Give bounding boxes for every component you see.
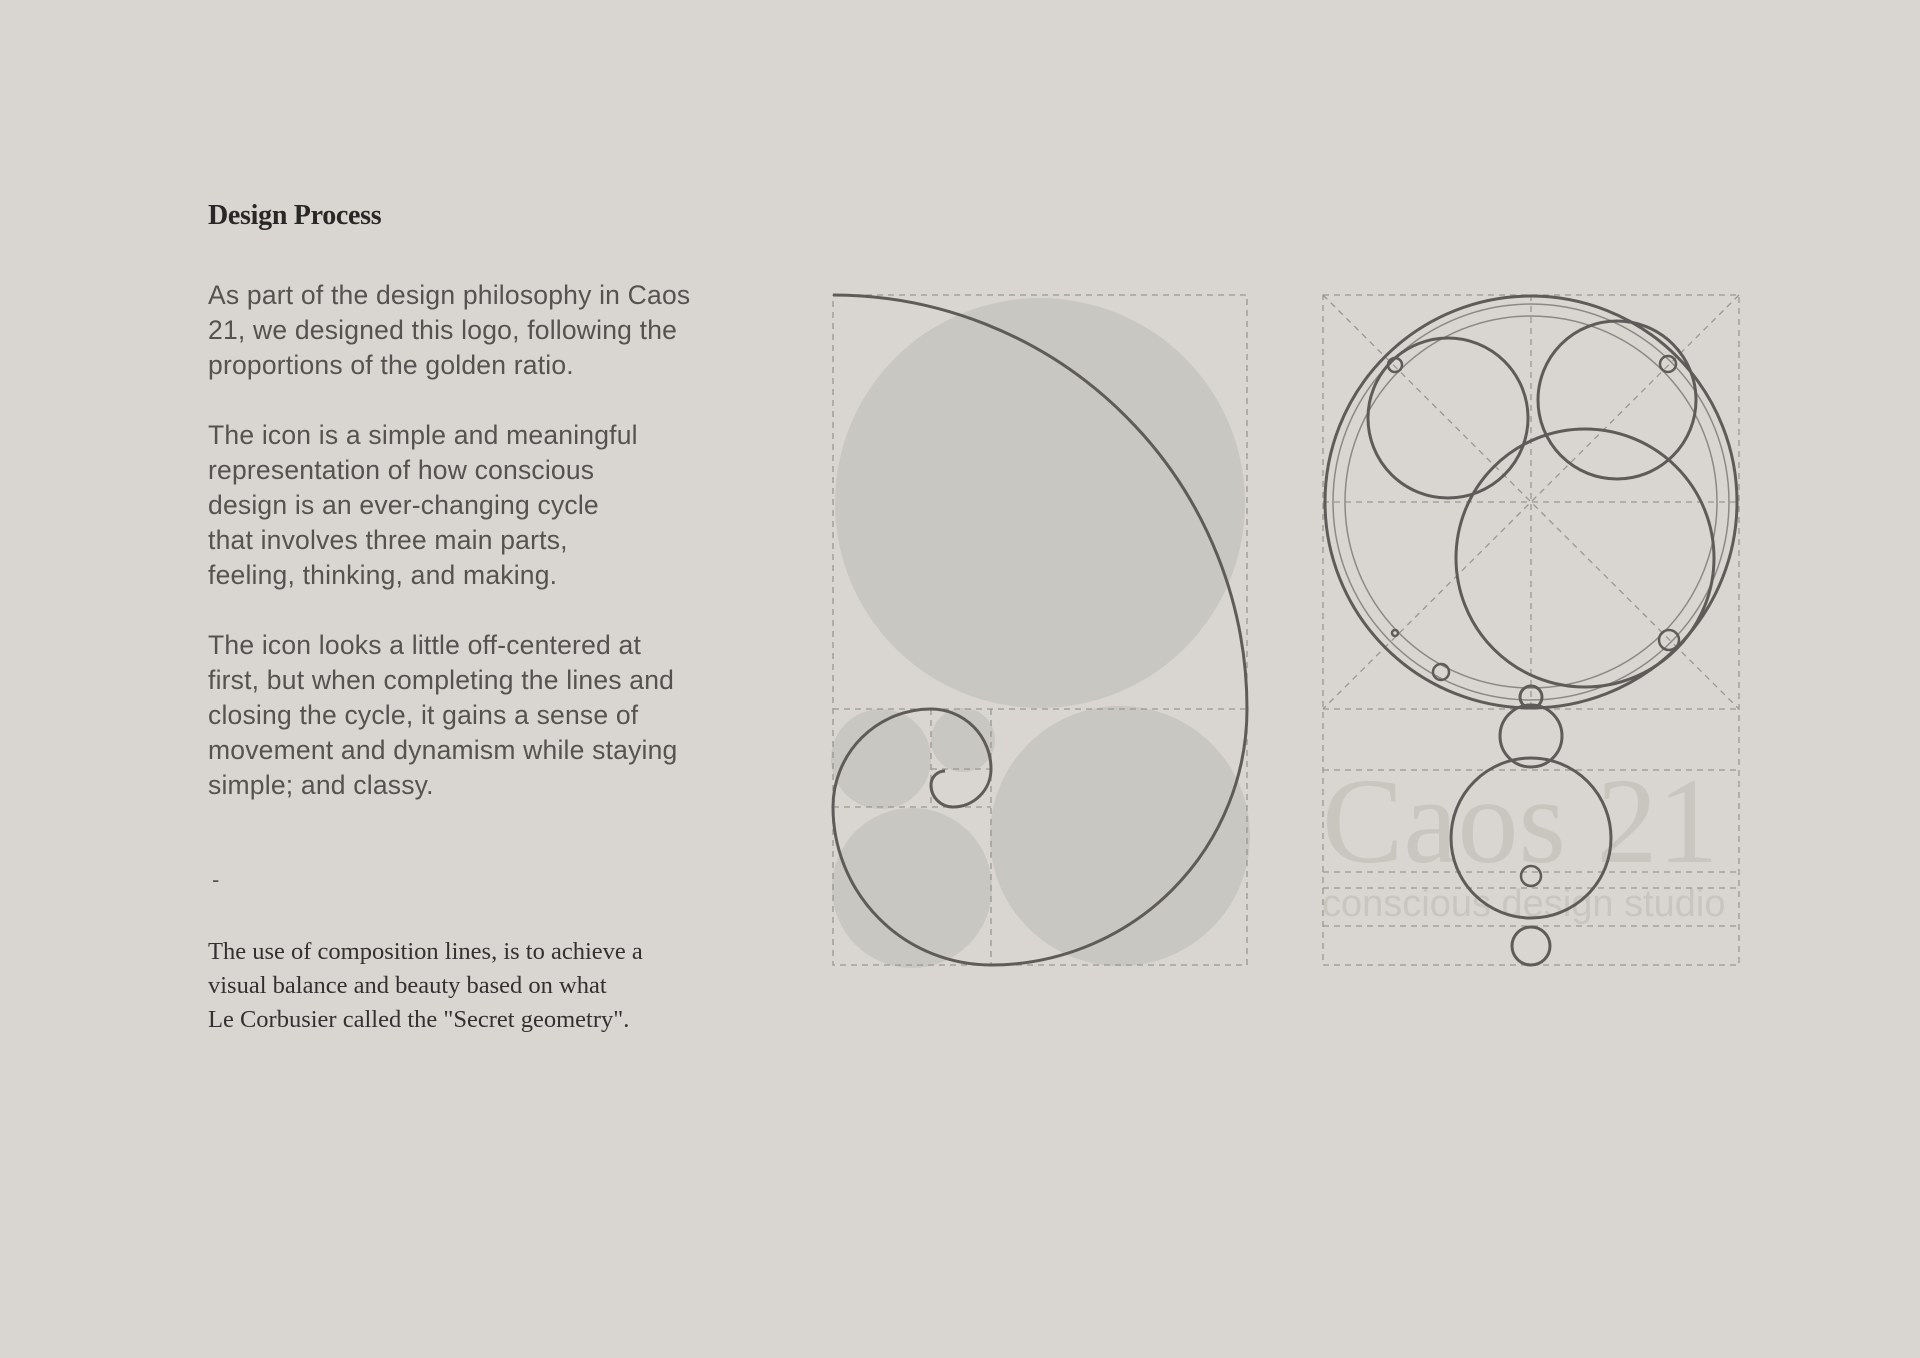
top-left-circle [1368,338,1528,498]
large-fill-circle [835,298,1245,708]
tagline-watermark: conscious design studio [1322,883,1726,925]
off-center-paragraph: The icon looks a little off-centered at first, but when completing the lines and closing the cycle, it gains a sense of movement and dynamism while staying simple; and classy. [208,630,678,800]
medium-fill-circle [990,706,1250,966]
separator-dash: - [212,867,220,892]
top-right-circle [1538,321,1696,479]
icon-meaning-paragraph: The icon is a simple and meaningful representation of how conscious design is an ever-changing cycle that involves three main parts, feeling, thinking, and making. [208,420,638,590]
golden-spiral-diagram [831,295,1250,968]
logo-construction-diagram [1322,295,1739,965]
wordmark-watermark: Caos 21 [1322,754,1719,889]
base-circle [1512,927,1550,965]
page-heading: Design Process [208,200,382,231]
intro-paragraph: As part of the design philosophy in Caos 21, we designed this logo, following the proportions of the golden ratio. [208,280,691,380]
composition-note: The use of composition lines, is to achieve a visual balance and beauty based on what Le Corbusier called the "Secret geometry". [208,938,643,1033]
